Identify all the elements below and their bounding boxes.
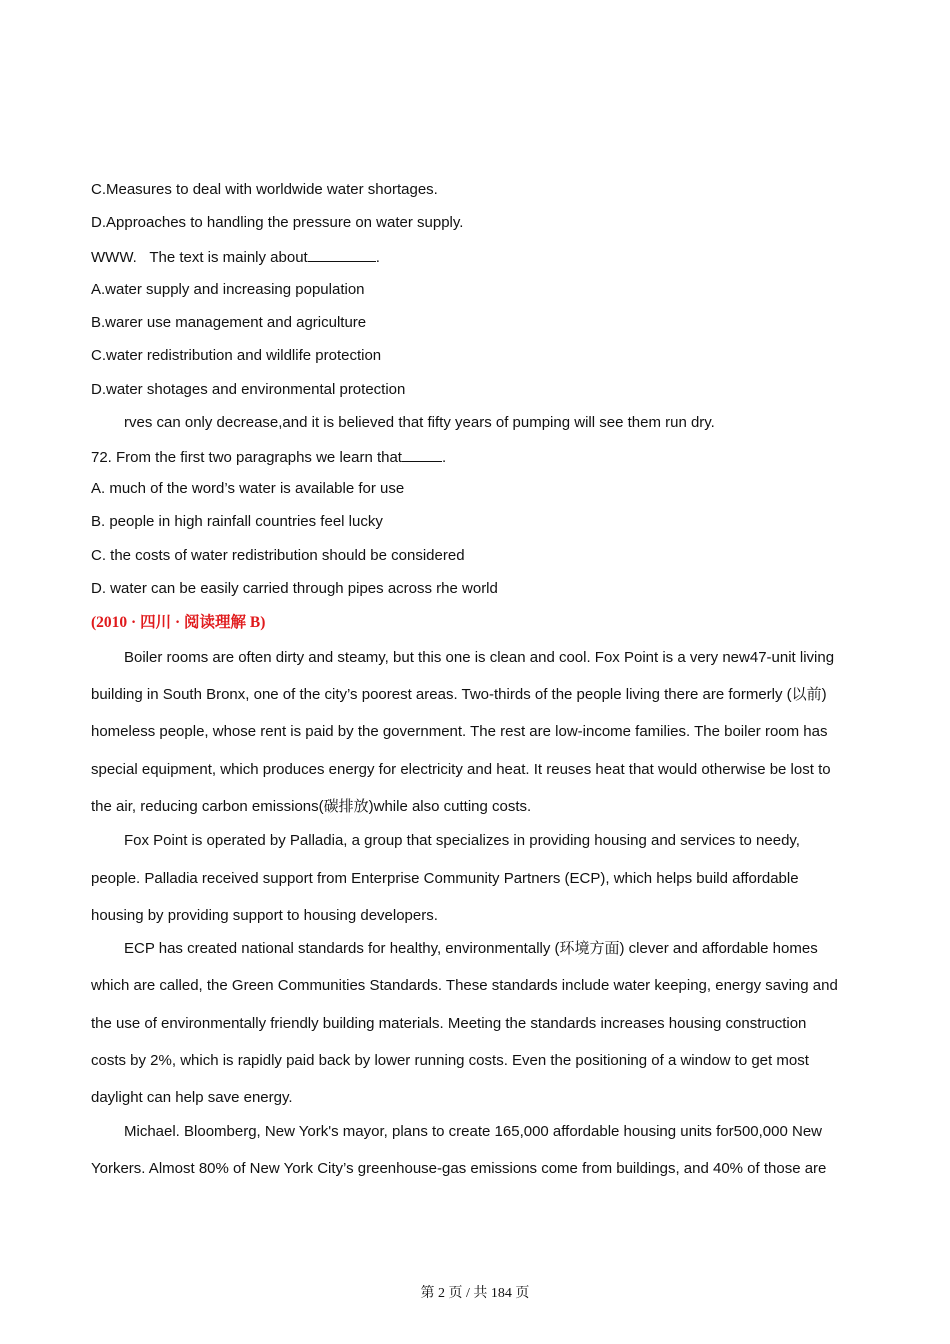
paragraph-4-line: Michael. Bloomberg, New York's mayor, plans to create 165,000 affordable housing units for500,000 New	[124, 1123, 823, 1140]
paragraph-4-line: Yorkers. Almost 80% of New York City’s greenhouse-gas emissions come from buildings, and 40% of those are	[91, 1160, 827, 1177]
page-footer: 第 2 页 / 共 184 页	[420, 1286, 530, 1301]
question-main-idea	[91, 246, 881, 268]
paragraph-3-line: daylight can help save energy.	[91, 1089, 293, 1106]
answer-blank	[402, 446, 442, 462]
paragraph-2-line: Fox Point is operated by Palladia, a group that specializes in providing housing and services to needy,	[124, 832, 800, 849]
question-72	[91, 446, 881, 468]
option-d-shortages: D.water shotages and environmental protection	[91, 381, 406, 398]
question-end: .	[375, 249, 380, 266]
paragraph-1-line: special equipment, which produces energy for electricity and heat. It reuses heat that would otherwise be lost to	[91, 761, 831, 778]
question-text: WWW. The text is mainly about	[91, 249, 308, 266]
question-text: 72. From the first two paragraphs we learn that	[91, 449, 402, 466]
paragraph-2-line: housing by providing support to housing developers.	[91, 907, 438, 924]
option-a-water-supply: A.water supply and increasing population	[91, 281, 365, 298]
paragraph-1-line: homeless people, whose rent is paid by the government. The rest are low-income families. The boiler room has	[91, 723, 828, 740]
paragraph-1-line: Boiler rooms are often dirty and steamy, but this one is clean and cool. Fox Point is a very new47-unit living	[124, 649, 835, 666]
question-end: .	[441, 449, 447, 466]
paragraph-3-line: costs by 2%, which is rapidly paid back by lower running costs. Even the positioning of a window to get most	[91, 1052, 809, 1069]
section-source-heading: (2010 · 四川 · 阅读理解 B)	[91, 614, 266, 631]
option-b-rainfall: B. people in high rainfall countries feel lucky	[91, 513, 383, 530]
option-c-measures: C.Measures to deal with worldwide water shortages.	[91, 181, 438, 198]
paragraph-3-line: ECP has created national standards for healthy, environmentally (环境方面) clever and affordable homes	[124, 940, 818, 957]
option-d-approaches: D.Approaches to handling the pressure on water supply.	[91, 214, 464, 231]
option-a-water-available: A. much of the word’s water is available for use	[91, 480, 405, 497]
option-b-water-use: B.warer use management and agriculture	[91, 314, 367, 331]
paragraph-1-line: building in South Bronx, one of the city’s poorest areas. Two-thirds of the people living there are formerly (以前)	[91, 686, 827, 703]
option-c-costs: C. the costs of water redistribution should be considered	[91, 547, 465, 564]
option-d-pipes: D. water can be easily carried through pipes across rhe world	[91, 580, 498, 597]
passage-fragment: rves can only decrease,and it is believed that fifty years of pumping will see them run dry.	[124, 414, 715, 431]
paragraph-3-line: which are called, the Green Communities Standards. These standards include water keeping, energy saving and	[91, 977, 838, 994]
paragraph-1-line: the air, reducing carbon emissions(碳排放)while also cutting costs.	[91, 798, 532, 815]
answer-blank	[308, 246, 376, 262]
paragraph-2-line: people. Palladia received support from Enterprise Community Partners (ECP), which helps build affordable	[91, 870, 799, 887]
option-c-redistribution: C.water redistribution and wildlife protection	[91, 347, 382, 364]
paragraph-3-line: the use of environmentally friendly building materials. Meeting the standards increases housing construction	[91, 1015, 807, 1032]
